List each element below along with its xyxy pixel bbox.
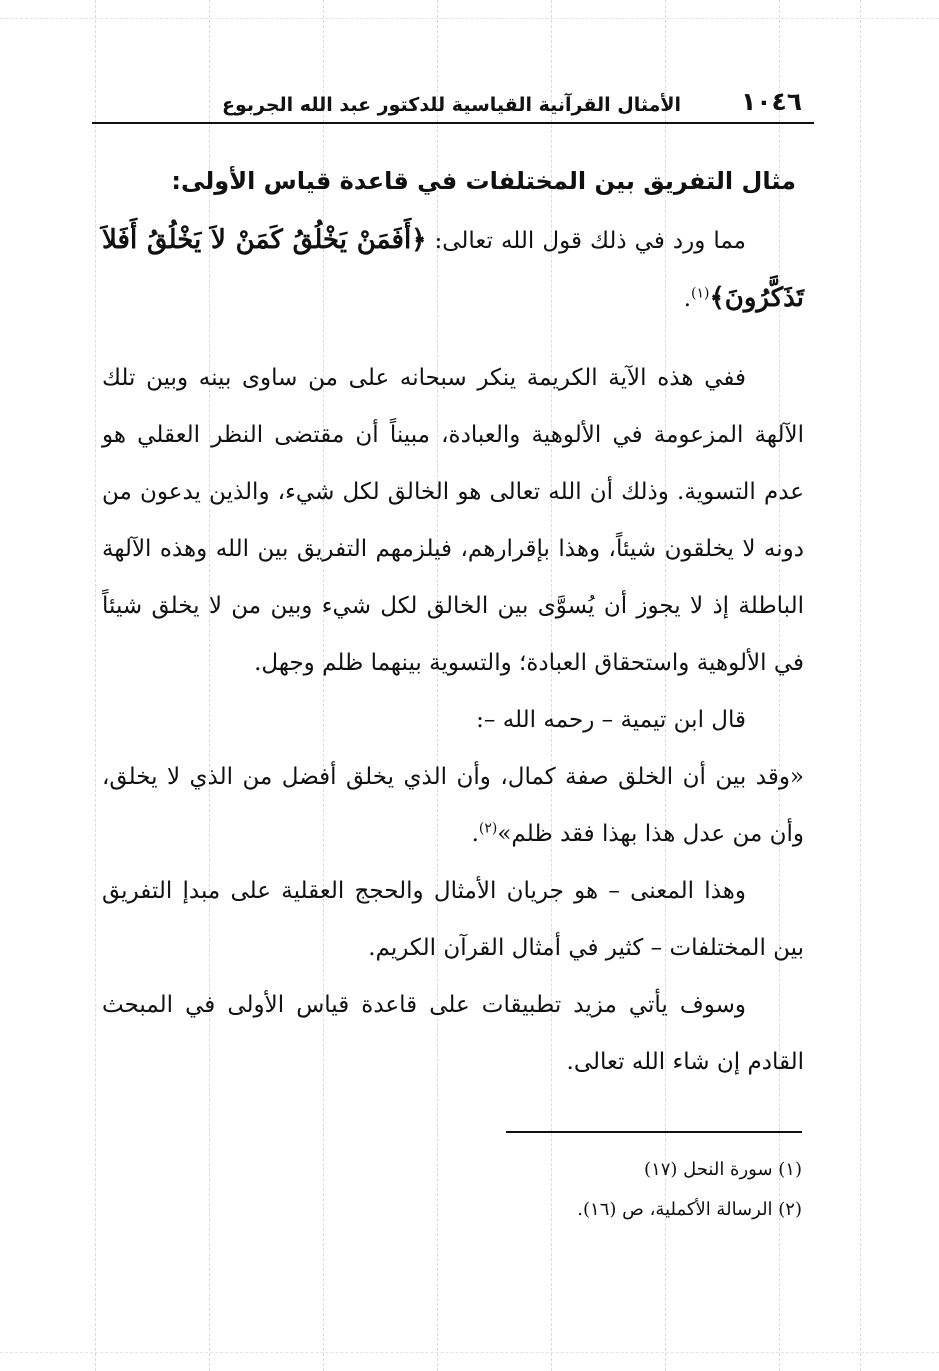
footnotes [92, 1150, 814, 1230]
paragraph-verse [102, 212, 804, 328]
footnote-ref-2: (٢) [478, 820, 498, 837]
document-page [92, 0, 814, 1371]
verse-intro: مما ورد في ذلك قول الله تعالى: [434, 228, 746, 254]
quote-end: . [471, 821, 479, 847]
footnote-divider [506, 1131, 802, 1133]
quran-verse: ﴿أَفَمَنْ يَخْلُقُ كَمَنْ لاَ يَخْلُقُ أَفَلاَ تَذَكَّرُونَ﴾ [102, 225, 804, 313]
page-header [92, 84, 814, 124]
section-title: مثال التفريق بين المختلفات في قاعدة قياس الأولى: [171, 167, 796, 195]
body-text [92, 150, 814, 1091]
paragraph-meaning: وهذا المعنى – هو جريان الأمثال والحجج العقلية على مبدإ التفريق بين المختلفات – كثير في أمثال القرآن الكريم. [102, 878, 804, 961]
running-title: الأمثال القرآنية القياسية للدكتور عبد الله الجربوع [222, 94, 682, 116]
page-number: ١٠٤٦ [740, 87, 802, 116]
footnote-2: (٢) الرسالة الأكملية، ص (١٦). [577, 1199, 802, 1220]
paragraph-closing: وسوف يأتي مزيد تطبيقات على قاعدة قياس الأولى في المبحث القادم إن شاء الله تعالى. [102, 992, 804, 1075]
footnote-1: (١) سورة النحل (١٧) [644, 1159, 802, 1180]
paragraph-gap [102, 328, 804, 350]
verse-end: . [683, 286, 692, 312]
paragraph-quote [102, 749, 804, 863]
guide-line [860, 0, 861, 1371]
paragraph-quote-intro: قال ابن تيمية – رحمه الله –: [476, 707, 746, 733]
paragraph-explanation: ففي هذه الآية الكريمة ينكر سبحانه على من ساوى بينه وبين تلك الآلهة المزعومة في الألوهية والعبادة، مبيناً أن مقتضى النظر العقلي هو عدم التسوية. وذلك أن الله تعالى هو الخالق لكل شيء، والذين يدعون من دونه لا يخلقون شيئاً، وهذا بإقرارهم، فيلزمهم التفريق بين الله وهذه الآلهة الباطلة إذ لا يجوز أن يُسوَّى بين الخالق لكل شيء وبين من لا يخلق شيئاً في الألوهية واستحقاق العبادة؛ والتسوية بينهما ظلم وجهل. [102, 365, 804, 676]
footnote-ref-1: (١) [691, 285, 710, 302]
quote-text: «وقد بين أن الخلق صفة كمال، وأن الذي يخلق أفضل من الذي لا يخلق، وأن من عدل هذا بهذا فقد ظلم» [102, 764, 804, 847]
